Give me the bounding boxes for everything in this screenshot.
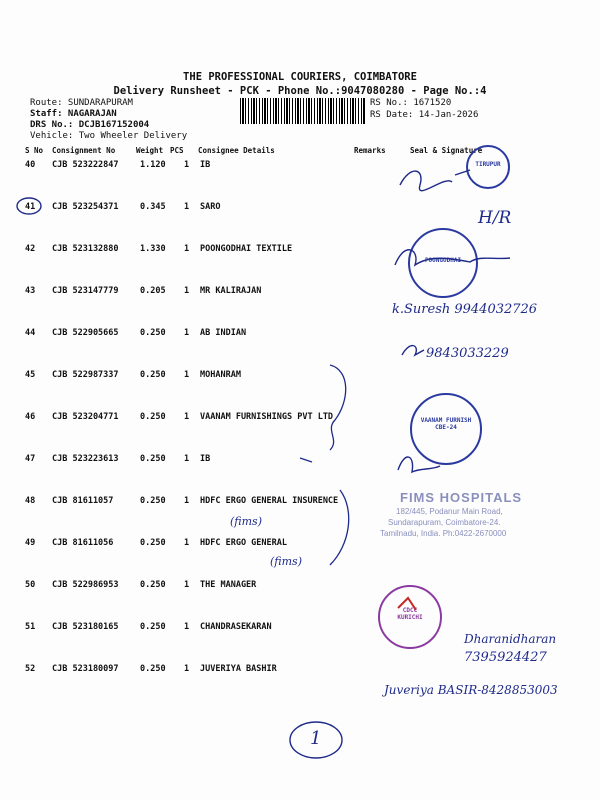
row-49-consignee: HDFC ERGO GENERAL <box>200 538 287 548</box>
col-remarks: Remarks <box>354 146 386 155</box>
row-46-pcs: 1 <box>184 412 190 422</box>
col-consignee: Consignee Details <box>198 146 275 155</box>
row-51-weight: 0.250 <box>140 622 166 632</box>
row-48-cno: CJB 81611057 <box>52 496 114 506</box>
stamp-tirupur-text: TIRUPUR <box>475 161 501 168</box>
row-42-sno: 42 <box>25 244 36 254</box>
row-48-pcs: 1 <box>184 496 190 506</box>
handwritten-phone-51: 7395924427 <box>464 650 547 665</box>
handwritten-hr: H/R <box>478 208 512 228</box>
row-45-weight: 0.250 <box>140 370 166 380</box>
row-52-sno: 52 <box>25 664 36 674</box>
signature-42 <box>395 250 510 265</box>
row-41-pcs: 1 <box>184 202 190 212</box>
row-47-pcs: 1 <box>184 454 190 464</box>
vehicle: Vehicle: Two Wheeler Delivery <box>30 131 188 141</box>
row-47-cno: CJB 523223613 <box>52 454 119 464</box>
hospital-stamp-addr3: Tamilnadu, India. Ph:0422-2670000 <box>380 529 507 538</box>
row-46-consignee: VAANAM FURNISHINGS PVT LTD <box>200 412 334 422</box>
row-51-cno: CJB 523180165 <box>52 622 119 632</box>
signature-44 <box>402 346 424 355</box>
row-48-consignee: HDFC ERGO GENERAL INSURENCE <box>200 496 339 506</box>
route: Route: SUNDARAPURAM <box>30 98 133 108</box>
row-49-pcs: 1 <box>184 538 190 548</box>
row-46-sno: 46 <box>25 412 36 422</box>
row-43-weight: 0.205 <box>140 286 166 296</box>
row-45-pcs: 1 <box>184 370 190 380</box>
row-44-cno: CJB 522905665 <box>52 328 119 338</box>
signature-40 <box>400 170 470 191</box>
row-50-sno: 50 <box>25 580 36 590</box>
col-weight: Weight <box>136 146 164 155</box>
row-43-consignee: MR KALIRAJAN <box>200 286 262 296</box>
row-42-weight: 1.330 <box>140 244 166 254</box>
hospital-stamp-addr1: 182/445, Podanur Main Road, <box>396 507 503 516</box>
row-40-cno: CJB 523222847 <box>52 160 119 170</box>
row-44-consignee: AB INDIAN <box>200 328 247 338</box>
row-40-weight: 1.120 <box>140 160 166 170</box>
stamp-cdcc-text: CDCC <box>402 607 418 614</box>
row-43-sno: 43 <box>25 286 36 296</box>
row-45-cno: CJB 522987337 <box>52 370 119 380</box>
row-44-pcs: 1 <box>184 328 190 338</box>
drs-number: DRS No.: DCJB167152004 <box>30 120 150 130</box>
signature-50 <box>398 598 416 610</box>
col-sno: S No <box>25 146 44 155</box>
row-49-sno: 49 <box>25 538 36 548</box>
row-45-sno: 45 <box>25 370 36 380</box>
signature-47 <box>398 457 440 472</box>
row-47-weight: 0.250 <box>140 454 166 464</box>
row-49-cno: CJB 81611056 <box>52 538 114 548</box>
row-41-sno: 41 <box>25 202 36 212</box>
row-40-pcs: 1 <box>184 160 190 170</box>
row-46-cno: CJB 523204771 <box>52 412 119 422</box>
stamp-cdcc-sub: KURICHI <box>397 614 423 621</box>
row-50-consignee: THE MANAGER <box>200 580 257 590</box>
row-50-cno: CJB 522986953 <box>52 580 119 590</box>
row-47-consignee: IB <box>200 454 211 464</box>
handwritten-suresh: k.Suresh 9944032726 <box>392 302 538 317</box>
row-52-cno: CJB 523180097 <box>52 664 119 674</box>
col-pcs: PCS <box>170 146 184 155</box>
row-43-pcs: 1 <box>184 286 190 296</box>
row-44-weight: 0.250 <box>140 328 166 338</box>
row-50-pcs: 1 <box>184 580 190 590</box>
row-41-weight: 0.345 <box>140 202 166 212</box>
row-42-cno: CJB 523132880 <box>52 244 119 254</box>
bracket-48-49 <box>330 490 349 565</box>
hospital-stamp-name: FIMS HOSPITALS <box>400 490 523 505</box>
row-47-sno: 47 <box>25 454 36 464</box>
rs-date: RS Date: 14-Jan-2026 <box>370 110 479 120</box>
rs-number: RS No.: 1671520 <box>370 98 452 108</box>
handwritten-juveriya: Juveriya BASIR-8428853003 <box>384 683 558 697</box>
company-title: THE PROFESSIONAL COURIERS, COIMBATORE <box>183 71 417 83</box>
bracket-45-47 <box>330 365 346 450</box>
row-43-cno: CJB 523147779 <box>52 286 119 296</box>
col-consignment: Consignment No <box>52 146 116 155</box>
col-seal: Seal & Signature <box>410 146 483 155</box>
handwritten-phone-44: 9843033229 <box>426 346 509 361</box>
row-46-weight: 0.250 <box>140 412 166 422</box>
handwritten-fims-49: (fims) <box>270 555 302 568</box>
row-52-weight: 0.250 <box>140 664 166 674</box>
handwritten-dharani: Dharanidharan <box>464 632 557 646</box>
row-48-weight: 0.250 <box>140 496 166 506</box>
row-41-consignee: SARO <box>200 202 221 212</box>
row-52-consignee: JUVERIYA BASHIR <box>200 664 277 674</box>
row-48-sno: 48 <box>25 496 36 506</box>
row-45-consignee: MOHANRAM <box>200 370 241 380</box>
row-50-weight: 0.250 <box>140 580 166 590</box>
row-44-sno: 44 <box>25 328 36 338</box>
row-51-consignee: CHANDRASEKARAN <box>200 622 272 632</box>
row-40-sno: 40 <box>25 160 36 170</box>
row-51-pcs: 1 <box>184 622 190 632</box>
row-42-consignee: POONGODHAI TEXTILE <box>200 244 293 254</box>
stamp-vaanam-city: CBE-24 <box>435 424 457 431</box>
row-49-weight: 0.250 <box>140 538 166 548</box>
arrow-47 <box>300 458 312 462</box>
staff: Staff: NAGARAJAN <box>30 109 117 119</box>
handwritten-fims-48: (fims) <box>230 515 262 528</box>
row-40-consignee: IB <box>200 160 211 170</box>
row-41-cno: CJB 523254371 <box>52 202 119 212</box>
row-42-pcs: 1 <box>184 244 190 254</box>
stamp-poongodhai-text: POONGODHAI <box>424 257 462 264</box>
hospital-stamp-addr2: Sundarapuram, Coimbatore-24. <box>388 518 501 527</box>
row-51-sno: 51 <box>25 622 36 632</box>
page-mark-number: 1 <box>310 728 322 749</box>
runsheet-subtitle: Delivery Runsheet - PCK - Phone No.:9047080280 - Page No.:4 <box>113 85 487 97</box>
stamp-vaanam-text: VAANAM FURNISH <box>420 417 472 424</box>
row-52-pcs: 1 <box>184 664 190 674</box>
